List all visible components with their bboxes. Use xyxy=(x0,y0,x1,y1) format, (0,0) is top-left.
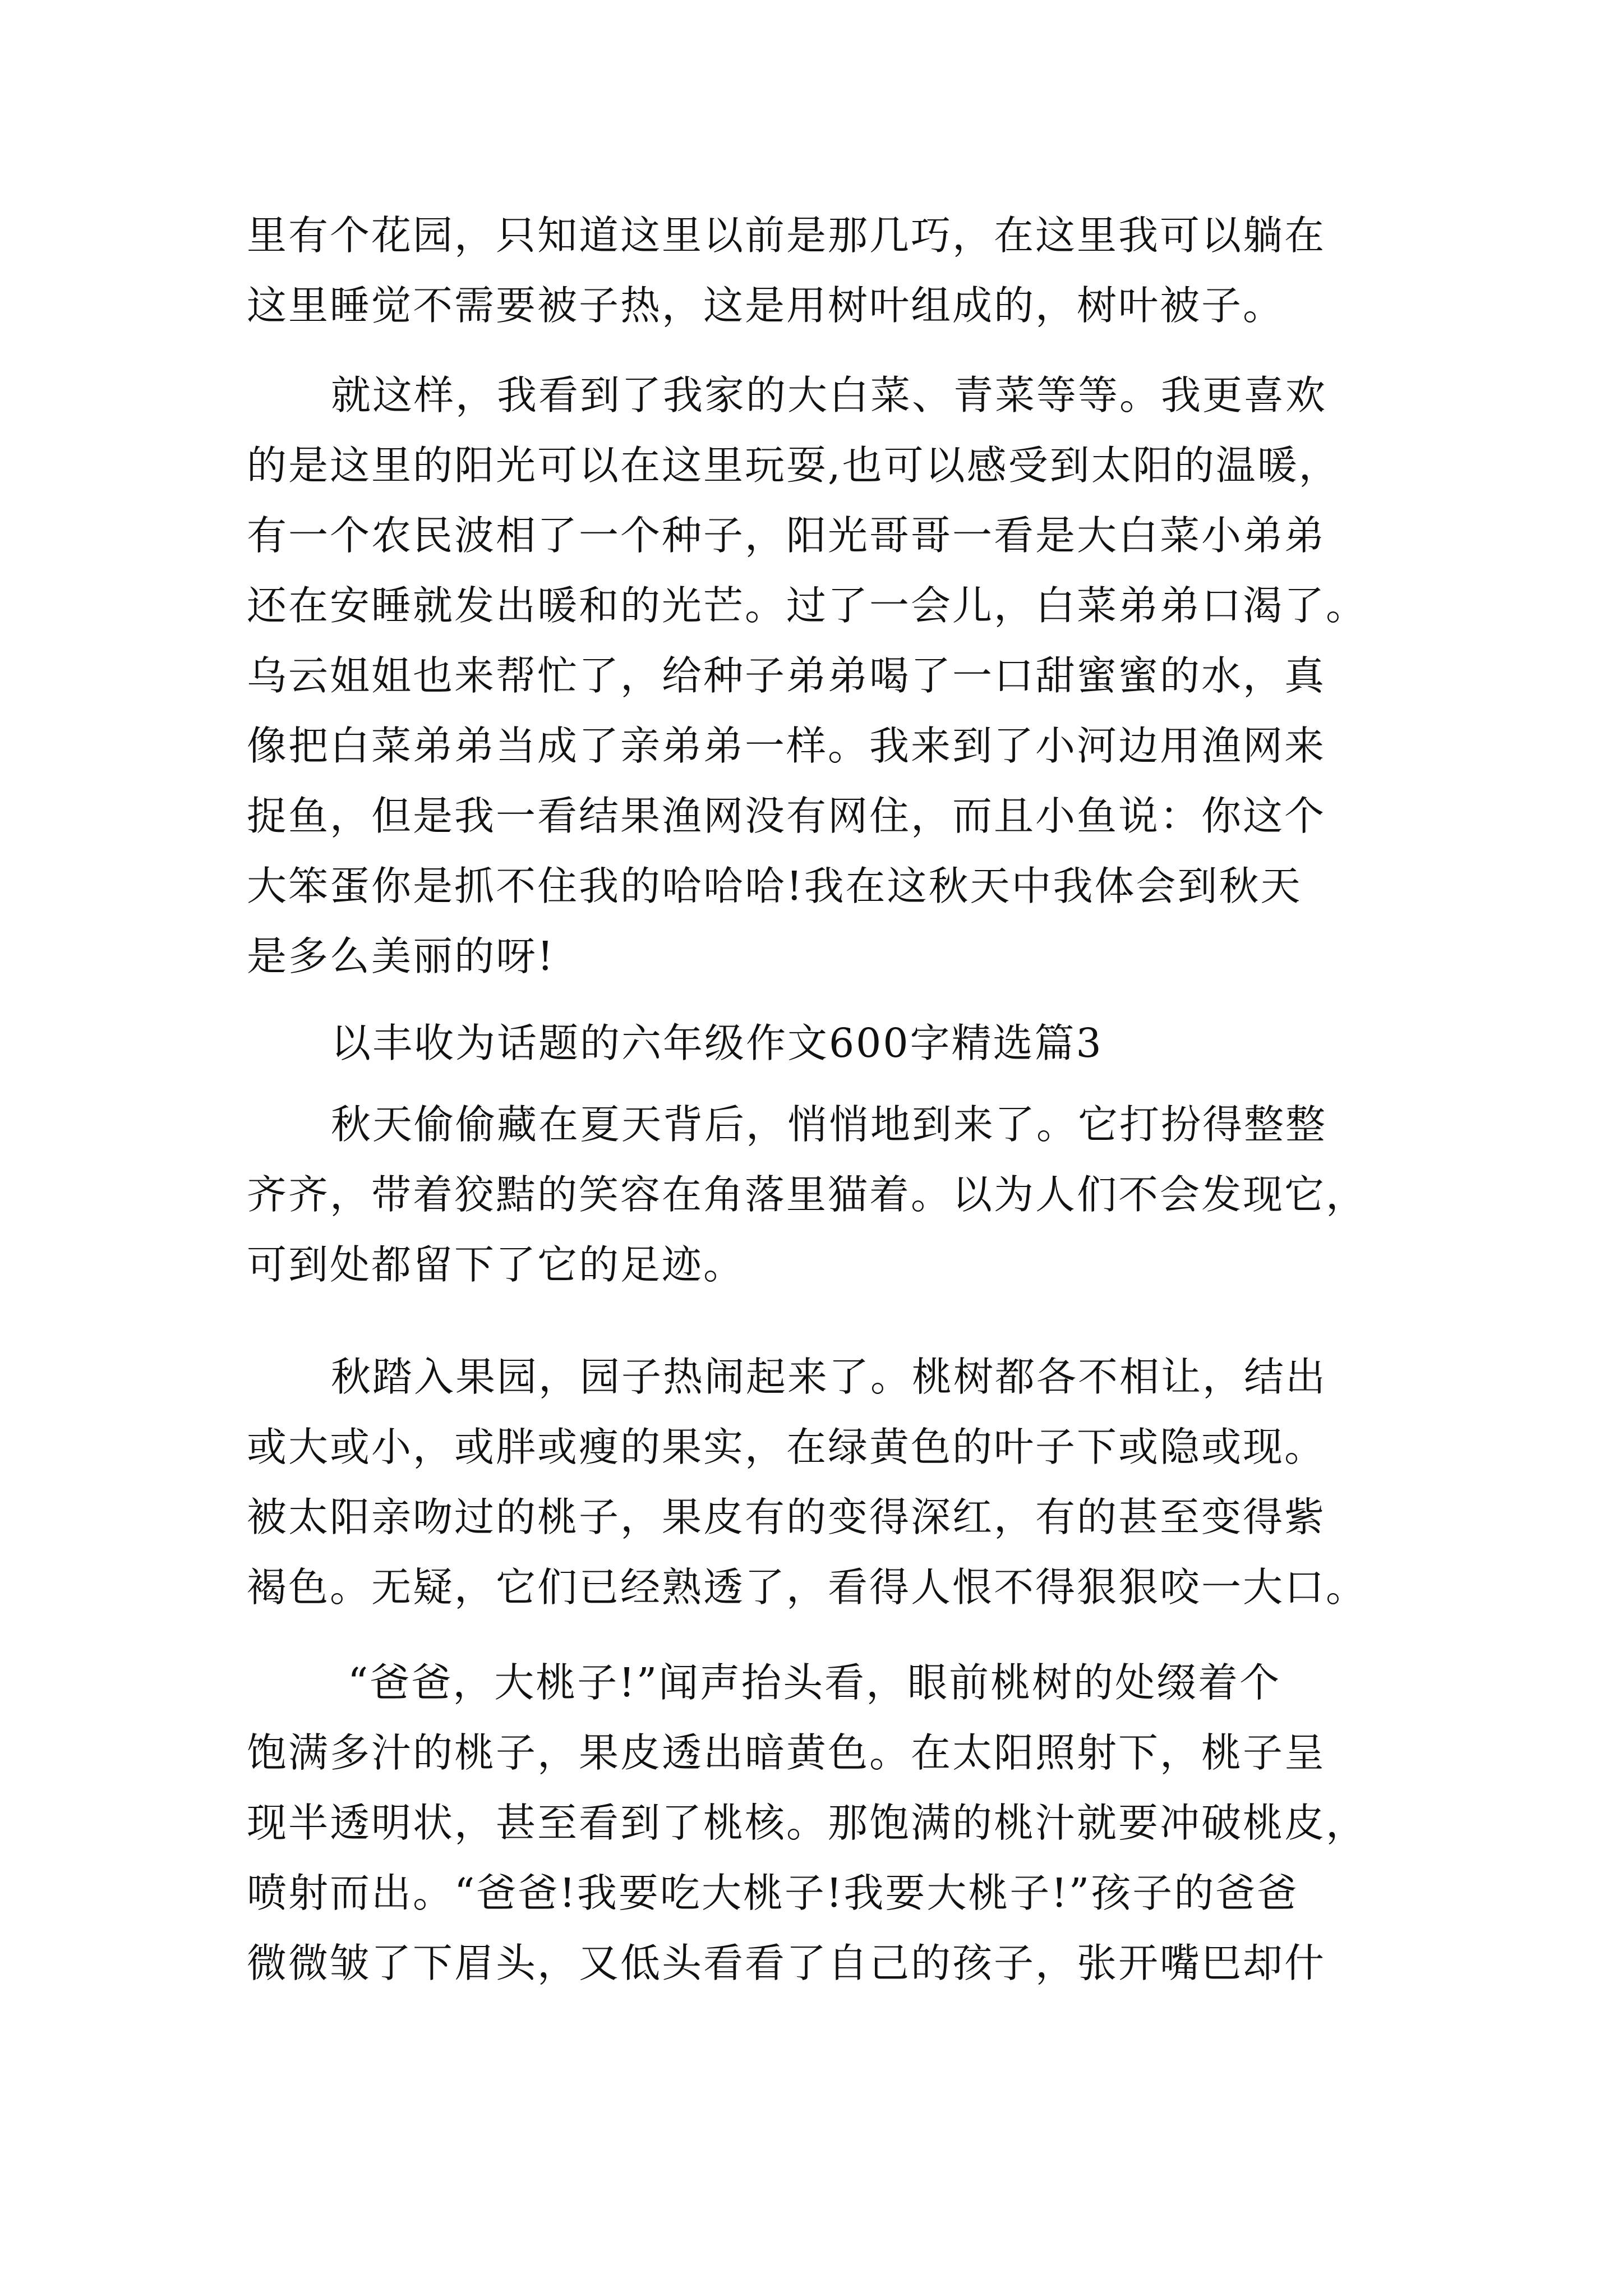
text-line: 捉鱼，但是我一看结果渔网没有网住，而且小鱼说：你这个 xyxy=(247,793,1326,839)
text-line: 被太阳亲吻过的桃子，果皮有的变得深红，有的甚至变得紫 xyxy=(247,1494,1326,1540)
text-line: 这里睡觉不需要被子热，这是用树叶组成的，树叶被子。 xyxy=(247,282,1285,329)
text-line: 或大或小，或胖或瘦的果实，在绿黄色的叶子下或隐或现。 xyxy=(247,1424,1326,1470)
text-line: 里有个花园，只知道这里以前是那几巧，在这里我可以躺在 xyxy=(247,212,1326,259)
text-line: 的是这里的阳光可以在这里玩耍,也可以感受到太阳的温暖， xyxy=(247,442,1340,489)
text-line: 微微皱了下眉头，又低头看看了自己的孩子，张开嘴巴却什 xyxy=(247,1940,1326,1986)
text-line: 像把白菜弟弟当成了亲弟弟一样。我来到了小河边用渔网来 xyxy=(247,723,1326,769)
text-line: 饱满多汁的桃子，果皮透出暗黄色。在太阳照射下，桃子呈 xyxy=(247,1729,1326,1776)
text-line: 可到处都留下了它的足迹。 xyxy=(247,1241,745,1288)
text-line: 齐齐，带着狡黠的笑容在角落里猫着。以为人们不会发现它， xyxy=(247,1171,1368,1218)
text-line: 大笨蛋你是抓不住我的哈哈哈!我在这秋天中我体会到秋天 xyxy=(247,863,1302,909)
text-line: 褐色。无疑，它们已经熟透了，看得人恨不得狠狠咬一大口。 xyxy=(247,1564,1368,1611)
text-line: 有一个农民波相了一个种子，阳光哥哥一看是大白菜小弟弟 xyxy=(247,512,1326,559)
text-line: 现半透明状，甚至看到了桃核。那饱满的桃汁就要冲破桃皮， xyxy=(247,1800,1368,1846)
text-line: 是多么美丽的呀! xyxy=(247,933,555,979)
paragraph-first-line: 秋天偷偷藏在夏天背后，悄悄地到来了。它打扮得整整 xyxy=(331,1101,1327,1148)
paragraph-first-line: 就这样，我看到了我家的大白菜、青菜等等。我更喜欢 xyxy=(331,372,1327,418)
text-line: 乌云姐姐也来帮忙了，给种子弟弟喝了一口甜蜜蜜的水，真 xyxy=(247,652,1326,699)
paragraph-first-line: “爸爸，大桃子!”闻声抬头看，眼前桃树的处缀着个 xyxy=(348,1659,1281,1706)
paragraph-first-line: 秋踏入果园，园子热闹起来了。桃树都各不相让，结出 xyxy=(331,1354,1327,1400)
section-heading: 以丰收为话题的六年级作文600字精选篇3 xyxy=(331,1020,1103,1066)
text-line: 喷射而出。“爸爸!我要吃大桃子!我要大桃子!”孩子的爸爸 xyxy=(247,1870,1299,1916)
text-line: 还在安睡就发出暖和的光芒。过了一会儿，白菜弟弟口渴了。 xyxy=(247,582,1368,629)
